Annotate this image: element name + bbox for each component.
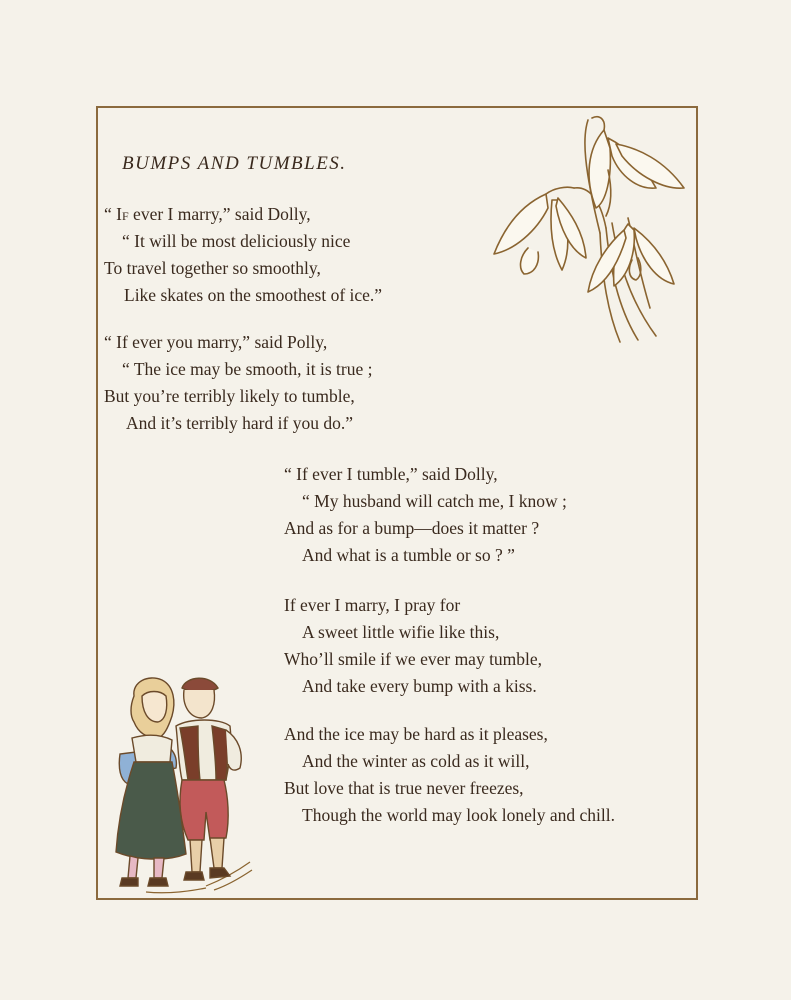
poem-line: And the winter as cold as it will, — [302, 751, 530, 771]
poem-line: To travel together so smoothly, — [104, 258, 321, 278]
poem-line: “ If ever you marry,” said Polly, — [104, 332, 328, 352]
poem-line: And take every bump with a kiss. — [302, 676, 537, 696]
poem-line: “ The ice may be smooth, it is true ; — [122, 359, 373, 379]
snowdrop-flowers-illustration — [488, 108, 694, 348]
poem-line: “ It will be most deliciously nice — [122, 231, 351, 251]
poem-line: Who’ll smile if we ever may tumble, — [284, 649, 543, 669]
poem-line: “ If ever I marry,” said Dolly, — [104, 204, 311, 224]
poem-line: And as for a bump—does it matter ? — [284, 518, 540, 538]
poem-line: If ever I marry, I pray for — [284, 595, 461, 615]
poem-line: And what is a tumble or so ? ” — [302, 545, 515, 565]
poem-line: And the ice may be hard as it pleases, — [284, 724, 548, 744]
poem-line: Like skates on the smoothest of ice.” — [124, 285, 383, 305]
poem-line: Though the world may look lonely and chill. — [302, 805, 616, 825]
poem-line: “ My husband will catch me, I know ; — [302, 491, 567, 511]
poem-line: “ If ever I tumble,” said Dolly, — [284, 464, 498, 484]
poem-title: BUMPS AND TUMBLES. — [122, 153, 347, 174]
poem-line: A sweet little wifie like this, — [302, 622, 500, 642]
poem-line: But you’re terribly likely to tumble, — [104, 386, 355, 406]
two-children-illustration — [106, 672, 256, 898]
poem-line: But love that is true never freezes, — [284, 778, 524, 798]
poem-line: And it’s terribly hard if you do.” — [126, 413, 353, 433]
